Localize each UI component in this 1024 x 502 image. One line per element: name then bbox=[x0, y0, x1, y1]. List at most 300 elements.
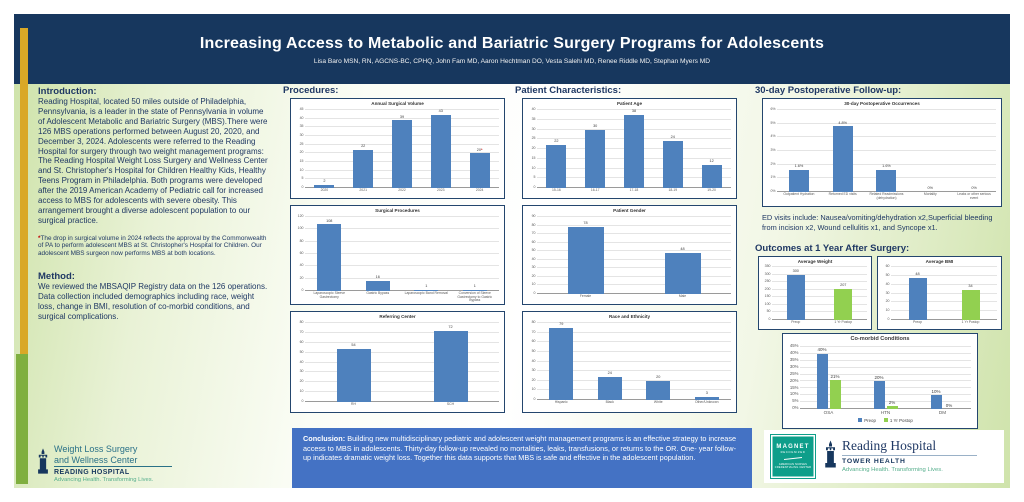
y-axis-tick-label: 25 bbox=[299, 141, 304, 146]
bar-value-label: 24 bbox=[607, 371, 612, 376]
y-axis-tick-label: 1% bbox=[770, 175, 776, 180]
wls-org: READING HOSPITAL bbox=[54, 469, 130, 476]
x-axis-label: Female bbox=[579, 294, 592, 298]
chart-title: Average BMI bbox=[925, 259, 954, 264]
chart-postop-occurrences bbox=[762, 98, 1002, 207]
bar bbox=[830, 380, 841, 409]
bar bbox=[470, 153, 490, 188]
conclusion-box bbox=[292, 428, 752, 488]
conclusion-label: Conclusion: bbox=[303, 434, 346, 443]
bars bbox=[305, 323, 499, 402]
bar-group bbox=[891, 267, 944, 320]
bar-cell bbox=[833, 110, 853, 192]
x-axis-label: Related Readmissions (dehydration) bbox=[869, 192, 904, 200]
bar-cell bbox=[314, 110, 334, 188]
x-axis-labels bbox=[777, 193, 996, 200]
footnote-text bbox=[38, 235, 270, 258]
magnet-title: MAGNET bbox=[776, 443, 810, 450]
x-axis-label: Male bbox=[678, 294, 687, 298]
bars bbox=[891, 267, 997, 320]
x-axis-labels bbox=[537, 401, 731, 405]
y-axis-tick-label: 20% bbox=[789, 377, 799, 383]
x-axis-label: 2021 bbox=[359, 188, 367, 192]
bar-cell bbox=[546, 110, 566, 188]
bar-cell bbox=[830, 347, 841, 409]
x-axis-labels bbox=[305, 292, 499, 303]
bar-cell bbox=[470, 110, 490, 188]
legend-item: Preop bbox=[858, 418, 876, 423]
bar bbox=[585, 130, 605, 189]
bar-cell bbox=[434, 323, 468, 402]
wls-tagline: Advancing Health. Transforming Lives. bbox=[54, 477, 154, 483]
bar bbox=[353, 150, 373, 188]
bar-cell bbox=[463, 217, 487, 291]
plot-area bbox=[299, 107, 499, 192]
chart-title: Referring Center bbox=[379, 314, 416, 319]
plot-area bbox=[299, 320, 499, 406]
y-axis-tick-label: 20 bbox=[299, 379, 304, 384]
y-axis-tick-label: 20 bbox=[531, 146, 536, 150]
bar-value-label: 20 bbox=[656, 374, 661, 379]
x-axis-label: Black bbox=[605, 400, 614, 404]
y-axis-tick-label: 60 bbox=[531, 239, 536, 244]
bar-cell bbox=[962, 267, 980, 320]
footer-logos bbox=[764, 430, 1004, 483]
bar-group bbox=[772, 267, 820, 320]
y-axis-tick-label: 80 bbox=[299, 238, 304, 243]
bar-group bbox=[354, 217, 403, 291]
y-axis-tick-label: 5 bbox=[301, 176, 304, 181]
bar-value-label: 12 bbox=[709, 158, 714, 163]
y-axis-tick-label: 10% bbox=[789, 391, 799, 397]
y-axis-tick-label: 0 bbox=[768, 317, 771, 321]
x-axis-label: Preop bbox=[791, 320, 801, 324]
chart-comorbid-conditions bbox=[782, 333, 978, 429]
y-axis-tick-label: 0 bbox=[533, 185, 536, 189]
bar-group bbox=[586, 323, 635, 400]
bar-group bbox=[344, 110, 383, 188]
y-axis-tick-label: 30 bbox=[531, 265, 536, 270]
x-axis-label: Leaks or other serious event bbox=[957, 192, 991, 200]
x-axis-labels bbox=[800, 410, 971, 415]
logo-divider bbox=[842, 455, 977, 456]
y-axis-tick-label: 90 bbox=[531, 214, 536, 218]
y-axis-tick-label: 30 bbox=[299, 369, 304, 374]
x-axis-label: SCH bbox=[446, 402, 455, 406]
x-axis-label: Hispanic bbox=[554, 400, 568, 404]
bar-group bbox=[692, 110, 731, 188]
chart-title: Co-morbid Conditions bbox=[850, 336, 910, 342]
magnet-chevron-icon bbox=[782, 456, 804, 461]
bar-group bbox=[634, 323, 683, 400]
bars bbox=[537, 110, 731, 188]
bar-group bbox=[402, 323, 499, 402]
y-axis-tick-label: 80 bbox=[299, 320, 304, 324]
legend-item: 1 Yr Postop bbox=[884, 418, 913, 423]
poster-header bbox=[14, 14, 1010, 84]
bar-cell bbox=[874, 347, 885, 409]
bar-value-label: 20* bbox=[476, 147, 483, 152]
x-axis-label: 16-17 bbox=[590, 188, 600, 192]
y-axis-tick-label: 45% bbox=[789, 343, 799, 349]
y-axis-tick-label: 45 bbox=[299, 107, 304, 111]
bar-value-label: 48 bbox=[680, 247, 685, 252]
y-axis-tick-label: 50 bbox=[766, 309, 771, 314]
bar bbox=[876, 170, 896, 192]
bar-cell bbox=[598, 323, 622, 400]
x-axis-label: DM bbox=[938, 410, 947, 415]
y-axis-tick-label: 0 bbox=[301, 288, 304, 292]
x-axis-label: Gastric Bypass bbox=[366, 291, 390, 295]
x-axis-label: 1 Yr Postop bbox=[961, 320, 980, 324]
y-axis-tick-label: 30 bbox=[299, 133, 304, 138]
bar-group bbox=[460, 110, 499, 188]
bar-value-label: 54 bbox=[351, 342, 356, 347]
x-axis-label: 17-18 bbox=[629, 188, 639, 192]
bar-group bbox=[820, 267, 868, 320]
bar bbox=[909, 278, 927, 320]
bar-value-label: 0% bbox=[971, 186, 977, 191]
bar-value-label: 1 bbox=[473, 284, 476, 289]
y-axis-tick-label: 60 bbox=[299, 339, 304, 344]
y-axis-tick-label: 35 bbox=[531, 116, 536, 121]
y-axis-tick-label: 250 bbox=[764, 279, 771, 284]
bar-group bbox=[576, 110, 615, 188]
hospital-name: Reading Hospital bbox=[842, 438, 937, 453]
y-axis-tick-label: 60 bbox=[531, 339, 536, 344]
x-axis-labels bbox=[537, 295, 731, 299]
y-axis-tick-label: 15 bbox=[299, 159, 304, 164]
y-axis-tick-label: 20 bbox=[885, 299, 890, 304]
bar bbox=[392, 120, 412, 188]
y-axis-tick-label: 150 bbox=[764, 294, 771, 299]
bars bbox=[305, 110, 499, 188]
bar-group bbox=[537, 110, 576, 188]
gold-accent-bar bbox=[20, 28, 28, 354]
bar-cell bbox=[392, 110, 412, 188]
bar-cell bbox=[817, 347, 828, 409]
chart-title: Surgical Procedures bbox=[375, 208, 420, 213]
bar-value-label: 72 bbox=[448, 325, 453, 330]
plot-area bbox=[885, 264, 997, 324]
chart-race-ethnicity bbox=[522, 311, 737, 413]
bar-cell bbox=[920, 110, 940, 192]
y-axis-tick-label: 60 bbox=[885, 264, 890, 268]
plot-area bbox=[297, 214, 499, 303]
reading-hospital-logo bbox=[823, 439, 977, 474]
bar-value-label: 2 bbox=[323, 178, 326, 183]
y-axis-tick-label: 10 bbox=[885, 308, 890, 313]
bar-group bbox=[634, 217, 731, 294]
footnote-body: The drop in surgical volume in 2024 reflects the approval by the Commonwealth of PA to perform adolescent MBS at St. Christopher's Hospital for Children. Our adolescent MBS surgeon now performs MBS at both locations. bbox=[38, 234, 267, 258]
y-axis-tick-label: 120 bbox=[297, 214, 304, 218]
tower-icon bbox=[36, 448, 50, 479]
y-axis-tick-label: 35 bbox=[299, 124, 304, 129]
y-axis-tick-label: 5% bbox=[770, 120, 776, 125]
logo-divider bbox=[54, 466, 172, 467]
bars bbox=[800, 347, 971, 409]
bar-value-label: 1.6% bbox=[794, 164, 804, 169]
bar bbox=[549, 328, 573, 400]
x-axis-label: White bbox=[653, 400, 663, 404]
chart-referring-center bbox=[290, 311, 505, 413]
y-axis-tick-label: 0% bbox=[770, 189, 776, 193]
bar-value-label: 30 bbox=[593, 123, 598, 128]
introduction-text: Reading Hospital, located 50 miles outside of Philadelphia, Pennsylvania, is a leader in the state of Pennsylvania in volume of Adolescent Metabolic and Bariatric Surgery (MBS).There were 126 MBS operations performed between August 20, 2020, and December 3, 2024. Adolescents were referred to the Reading Hospital for surgery through two weight management programs: The Reading Hospital Weight Loss Surgery and Wellness Center and St. Christopher's Hospital for Children Healthy Kids, Healthy Teens Program in Philadelphia. Both programs were developed after the 2019 American Academy of Pediatric call for increased access to MBS for adolescents with severe obesity. This arrangement brought a diverse adolescent population to our surgical practice. bbox=[38, 97, 268, 225]
bar-group bbox=[305, 110, 344, 188]
bar-value-label: 3 bbox=[705, 391, 708, 396]
green-accent-bar bbox=[16, 354, 28, 484]
legend-swatch bbox=[884, 418, 888, 422]
chart-surgical-procedures bbox=[290, 205, 505, 305]
weight-loss-center-logo bbox=[36, 444, 172, 483]
x-axis-label: 15-16 bbox=[552, 188, 561, 192]
footnote-asterisk: * bbox=[38, 234, 41, 242]
bar-value-label: 0% bbox=[927, 186, 934, 191]
y-axis-tick-label: 0 bbox=[533, 397, 536, 401]
y-axis-tick-label: 30 bbox=[531, 368, 536, 373]
y-axis-tick-label: 0 bbox=[533, 291, 536, 295]
wls-line2: and Wellness Center bbox=[54, 454, 138, 465]
y-axis-tick-label: 5% bbox=[792, 398, 799, 404]
x-axis-labels bbox=[305, 189, 499, 193]
conclusion-text: Building new multidisciplinary pediatric and adolescent weight management programs is an effective strategy to increase access to MBS in adolescents. Thirty-day follow-up revealed no mortalities, leaks, transfusions, or returns to the OR. One- year follow-up indicates dramatic weight loss. Together this data supports that MBS is safe and effective in the adolescent population. bbox=[303, 434, 737, 463]
x-axis-label: 19-20 bbox=[707, 188, 716, 192]
y-axis-tick-label: 20 bbox=[531, 377, 536, 382]
bar-group bbox=[402, 217, 451, 291]
bar-group bbox=[914, 347, 971, 409]
chart-title: Average Weight bbox=[797, 259, 833, 264]
y-axis-tick-label: 350 bbox=[764, 264, 771, 268]
bar bbox=[663, 141, 683, 188]
bar-value-label: 22 bbox=[361, 144, 366, 149]
bar-value-label: 34 bbox=[968, 284, 973, 289]
y-axis-tick-label: 30 bbox=[885, 290, 890, 295]
y-axis-tick-label: 100 bbox=[297, 226, 304, 231]
y-axis-tick-label: 10 bbox=[531, 387, 536, 392]
bars bbox=[305, 217, 499, 291]
bar-value-label: 79 bbox=[559, 322, 564, 326]
bar-value-label: 2% bbox=[888, 399, 896, 405]
bar-value-label: 78 bbox=[583, 221, 588, 226]
bar-cell bbox=[695, 323, 719, 400]
bar-value-label: 24 bbox=[670, 135, 675, 140]
y-axis-tick-label: 40 bbox=[531, 107, 536, 111]
plot-area bbox=[789, 343, 971, 423]
bar-cell bbox=[887, 347, 898, 409]
bar-value-label: 20% bbox=[874, 374, 884, 380]
y-axis-tick-label: 10 bbox=[531, 282, 536, 287]
bar bbox=[646, 381, 670, 400]
bar-group bbox=[537, 217, 634, 294]
x-axis-label: Conversion of Sleeve Gastrectomy to Gastric Bypass bbox=[457, 291, 493, 303]
bar bbox=[568, 227, 604, 294]
outcomes-heading: Outcomes at 1 Year After Surgery: bbox=[755, 243, 910, 254]
y-axis-tick-label: 20 bbox=[299, 150, 304, 155]
y-axis-tick-label: 100 bbox=[764, 301, 771, 306]
y-axis-tick-label: 40 bbox=[531, 256, 536, 261]
bar bbox=[366, 281, 390, 291]
bar-group bbox=[777, 110, 821, 192]
bar-group bbox=[952, 110, 996, 192]
bar-cell bbox=[665, 217, 701, 294]
bar-group bbox=[908, 110, 952, 192]
bar bbox=[817, 354, 828, 409]
y-axis-tick-label: 0 bbox=[301, 399, 304, 403]
bar-value-label: 10% bbox=[931, 388, 941, 394]
y-axis-tick-label: 50 bbox=[885, 272, 890, 277]
y-axis-tick-label: 20 bbox=[299, 275, 304, 280]
bar-cell bbox=[431, 110, 451, 188]
bar-group bbox=[800, 347, 857, 409]
bars bbox=[777, 110, 996, 192]
method-text: We reviewed the MBSAQIP Registry data on the 126 operations. Data collection included demographics including race, weight loss, change in BMI, resolution of co-morbid conditions, and surgical complications. bbox=[38, 281, 268, 321]
bar-value-label: 108 bbox=[326, 218, 333, 223]
bar-group bbox=[451, 217, 500, 291]
y-axis-tick-label: 40 bbox=[299, 263, 304, 268]
tower-icon bbox=[823, 439, 838, 474]
bar-value-label: 300 bbox=[792, 268, 799, 273]
y-axis-tick-label: 80 bbox=[531, 222, 536, 227]
poster-title: Increasing Access to Metabolic and Bariatric Surgery Programs for Adolescents bbox=[199, 35, 825, 52]
y-axis-tick-label: 50 bbox=[299, 349, 304, 354]
bar bbox=[431, 115, 451, 188]
bar-group bbox=[383, 110, 422, 188]
bar-group bbox=[683, 323, 732, 400]
bar-cell bbox=[317, 217, 341, 291]
bar-cell bbox=[549, 323, 573, 400]
y-axis-tick-label: 25% bbox=[789, 370, 799, 376]
asterisk: * bbox=[480, 147, 483, 152]
bar-group bbox=[821, 110, 865, 192]
chart-average-bmi bbox=[877, 256, 1002, 330]
bar bbox=[962, 290, 980, 320]
ed-visits-text: ED visits include: Nausea/vomiting/dehydration x2,Superficial bleeding from incision x2, Wound cellulitis x1, and Syncope x1. bbox=[762, 213, 993, 232]
chart-annual-surgical-volume bbox=[290, 98, 505, 199]
chart-average-weight bbox=[758, 256, 872, 330]
bar-cell bbox=[834, 267, 852, 320]
bar-group bbox=[653, 110, 692, 188]
y-axis-tick-label: 200 bbox=[764, 286, 771, 291]
y-axis-tick-label: 0% bbox=[792, 405, 799, 411]
bar bbox=[337, 349, 371, 402]
x-axis-labels bbox=[772, 321, 867, 325]
x-axis-label: OSA bbox=[823, 410, 834, 415]
chart-title: Annual Surgical Volume bbox=[371, 101, 424, 106]
bar-cell bbox=[789, 110, 809, 192]
y-axis-tick-label: 20 bbox=[531, 273, 536, 278]
bar-cell bbox=[787, 267, 805, 320]
wls-line1: Weight Loss Surgery bbox=[54, 444, 138, 455]
weight-loss-center-text bbox=[54, 444, 172, 483]
bar-cell bbox=[964, 110, 984, 192]
x-axis-label: 2023 bbox=[437, 188, 445, 192]
y-axis-tick-label: 40 bbox=[299, 115, 304, 120]
y-axis-tick-label: 10 bbox=[531, 165, 536, 170]
left-column bbox=[38, 86, 270, 321]
bar bbox=[434, 331, 468, 402]
y-axis-tick-label: 50 bbox=[531, 248, 536, 253]
bar bbox=[665, 253, 701, 294]
y-axis-tick-label: 50 bbox=[531, 348, 536, 353]
bar-cell bbox=[931, 347, 942, 409]
introduction-heading: Introduction: bbox=[38, 86, 97, 97]
y-axis-tick-label: 70 bbox=[531, 329, 536, 334]
x-axis-label: 2020 bbox=[320, 188, 329, 192]
bar-group bbox=[537, 323, 586, 400]
chart-title: 30-day Postoperative Occurrences bbox=[844, 101, 920, 106]
bar-cell bbox=[646, 323, 670, 400]
y-axis-tick-label: 60 bbox=[299, 251, 304, 255]
x-axis-label: Preop bbox=[912, 320, 923, 324]
procedures-heading: Procedures: bbox=[283, 85, 339, 96]
bar-value-label: 1 bbox=[425, 284, 428, 289]
x-axis-label: RH bbox=[351, 402, 356, 406]
y-axis-tick-label: 6% bbox=[770, 107, 776, 111]
x-axis-label: Laparoscopic Sleeve Gastrectomy bbox=[313, 291, 345, 299]
bar bbox=[787, 275, 805, 320]
y-axis-tick-label: 40 bbox=[531, 358, 536, 363]
chart-title: Patient Gender bbox=[613, 208, 646, 213]
bar bbox=[702, 165, 722, 188]
bar-group bbox=[305, 323, 402, 402]
x-axis-label: Other/Unknown bbox=[694, 400, 719, 404]
bar bbox=[317, 224, 341, 291]
y-axis-tick-label: 0 bbox=[301, 185, 304, 189]
reading-hospital-text bbox=[842, 439, 977, 473]
chart-title: Race and Ethnicity bbox=[608, 314, 651, 319]
x-axis-label: 2024 bbox=[475, 188, 484, 192]
x-axis-label: 1 Yr Postop bbox=[834, 320, 853, 324]
y-axis-tick-label: 70 bbox=[299, 329, 304, 334]
bar-value-label: 38 bbox=[631, 109, 637, 113]
y-axis-tick-label: 25 bbox=[531, 136, 536, 141]
y-axis-tick-label: 30 bbox=[531, 126, 536, 131]
poster bbox=[14, 14, 1010, 488]
x-axis-label: 18-19 bbox=[668, 188, 678, 192]
x-axis-label: Outpatient Hydration bbox=[783, 192, 815, 196]
bar-value-label: 16 bbox=[375, 275, 380, 280]
bar-cell bbox=[876, 110, 896, 192]
chart-patient-age bbox=[522, 98, 737, 199]
bar bbox=[874, 381, 885, 409]
chart-legend bbox=[800, 418, 971, 423]
x-axis-label: Mortality bbox=[923, 192, 937, 196]
bar-cell bbox=[414, 217, 438, 291]
bar-cell bbox=[663, 110, 683, 188]
x-axis-label: HTN bbox=[880, 410, 891, 415]
chart-patient-gender bbox=[522, 205, 737, 305]
bar-cell bbox=[353, 110, 373, 188]
x-axis-label: Returned ED visits bbox=[828, 192, 857, 196]
tower-health-label: TOWER HEALTH bbox=[842, 457, 906, 465]
plot-area bbox=[531, 320, 731, 404]
hospital-tagline: Advancing Health. Transforming Lives. bbox=[842, 466, 943, 473]
bar-cell bbox=[568, 217, 604, 294]
y-axis-tick-label: 30% bbox=[789, 363, 799, 369]
bar-value-label: 21% bbox=[830, 373, 840, 379]
bars bbox=[537, 217, 731, 294]
plot-area bbox=[770, 107, 996, 200]
plot-area bbox=[531, 107, 731, 192]
patient-characteristics-heading: Patient Characteristics: bbox=[515, 85, 622, 96]
bar-cell bbox=[624, 110, 644, 188]
bar bbox=[887, 406, 898, 409]
y-axis-tick-label: 10 bbox=[299, 167, 304, 172]
bar-cell bbox=[585, 110, 605, 188]
x-axis-label: 2022 bbox=[398, 188, 406, 192]
chart-title: Patient Age bbox=[616, 101, 643, 106]
